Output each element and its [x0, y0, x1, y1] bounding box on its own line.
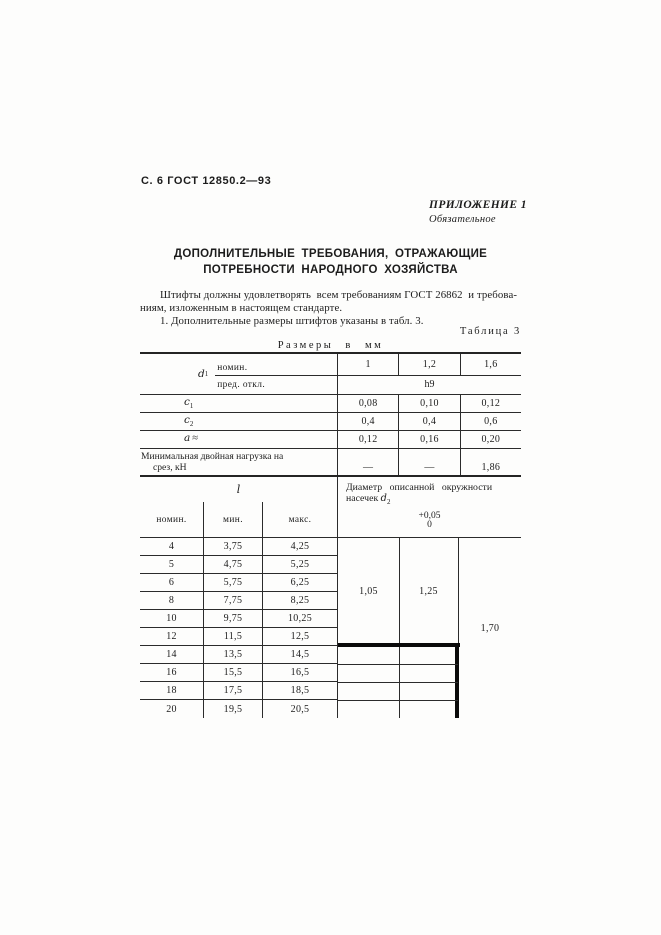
table-row: [140, 682, 337, 700]
table-row: [140, 628, 337, 646]
d2-tolerance: [338, 512, 521, 531]
table-row: [140, 664, 337, 682]
d2-value-cell: 1,70: [480, 622, 500, 634]
shear-label-line-2: срез, кН: [153, 462, 187, 473]
table-cell: 18,5: [262, 682, 337, 699]
table-cell: 0,6: [460, 413, 521, 430]
d1-nominal-values: [338, 354, 521, 376]
table-cell: 0,08: [358, 398, 378, 409]
table-row-c2: [140, 413, 521, 431]
shear-label-cell: [140, 449, 337, 475]
d1-label-cell: [140, 354, 337, 394]
table-cell: 4,75: [203, 556, 262, 573]
row-divider: [338, 700, 458, 701]
table-cell: 4,25: [262, 538, 337, 555]
d1-sublabels: [215, 354, 337, 394]
document-title-line-1: ДОПОЛНИТЕЛЬНЫЕ ТРЕБОВАНИЯ, ОТРАЖАЮЩИЕ: [173, 248, 488, 260]
table-cell: 20: [166, 703, 177, 715]
d2-value-cell: 1,05: [359, 586, 378, 597]
row-values: [337, 413, 521, 430]
a-symbol: a ≈: [184, 432, 199, 445]
row-values: [337, 431, 521, 448]
column-header-min: мин.: [203, 502, 262, 537]
table-row: [140, 700, 337, 718]
table-3: [140, 352, 521, 718]
l-symbol: l: [236, 483, 241, 496]
d2-header-line-2: насечек $d_2$: [346, 493, 391, 506]
table-row-a: [140, 431, 521, 449]
table-cell: 19,5: [203, 700, 262, 718]
table-cell: 6: [168, 577, 175, 588]
table-cell: 15,5: [203, 664, 262, 681]
table-cell: 5,75: [203, 574, 262, 591]
d2-header-cell: [337, 477, 521, 537]
paragraph-line: Штифты должны удовлетворять всем требованиям ГОСТ 26862 и требова-: [160, 289, 518, 301]
table-cell: 10: [166, 613, 177, 624]
table-caption: Таблица 3: [459, 326, 521, 337]
table-cell: 0,4: [398, 413, 459, 430]
table-3-data-area: [140, 538, 521, 718]
d2-value-cell: 1,25: [419, 586, 438, 597]
table-cell: 20,5: [262, 700, 337, 718]
table-3-lower-header: [140, 477, 521, 538]
table-cell: 1,2: [398, 354, 459, 375]
l-header-cell: [140, 477, 337, 537]
table-cell: 7,75: [203, 592, 262, 609]
appendix-title: ПРИЛОЖЕНИЕ 1: [429, 199, 527, 211]
table-cell: 8,25: [262, 592, 337, 609]
table-cell: 1,6: [460, 354, 521, 375]
d2-header-text: [338, 477, 521, 508]
table-cell: 5: [168, 559, 175, 570]
table-cell: —: [363, 462, 374, 473]
table-cell: 16,5: [262, 664, 337, 681]
row-divider: [338, 682, 458, 683]
table-cell: 17,5: [203, 682, 262, 699]
d2-header-line-1: Диаметр описанной окружности: [346, 482, 493, 493]
table-row: [140, 574, 337, 592]
table-3-upper-section: [140, 354, 521, 477]
c2-symbol: $c_2$: [184, 414, 194, 429]
table-cell: 1,86: [460, 449, 521, 475]
units-label: Размеры в мм: [277, 340, 384, 351]
table-row: [140, 646, 337, 664]
table-cell: 0,20: [460, 431, 521, 448]
table-cell: 3,75: [203, 538, 262, 555]
table-cell: 0,12: [460, 395, 521, 412]
d1-symbol: d 1: [198, 368, 209, 380]
table-cell: 14,5: [262, 646, 337, 663]
body-paragraphs: [140, 289, 524, 329]
row-divider: [338, 664, 458, 665]
table-cell: 0,12: [358, 434, 378, 445]
table-row-c1: [140, 395, 521, 413]
table-cell: 9,75: [203, 610, 262, 627]
table-cell: 12,5: [262, 628, 337, 645]
row-label-cell: [140, 413, 337, 430]
table-cell: 8: [168, 595, 175, 606]
d1-nominal-label: номин.: [215, 354, 337, 376]
document-title: [140, 247, 521, 278]
table-cell: 14: [166, 649, 177, 660]
table-cell: 4: [168, 541, 175, 552]
thick-horizontal-rule: [338, 643, 460, 647]
row-label-cell: [140, 431, 337, 448]
table-cell: 5,25: [262, 556, 337, 573]
page-header-reference: С. 6 ГОСТ 12850.2—93: [141, 175, 272, 187]
table-row-d1: [140, 354, 521, 395]
table-cell: 0,4: [361, 416, 375, 427]
row-label-cell: [140, 395, 337, 412]
table-cell: 11,5: [203, 628, 262, 645]
document-title-line-2: ПОТРЕБНОСТИ НАРОДНОГО ХОЗЯЙСТВА: [203, 263, 458, 276]
column-header-nominal: номин.: [156, 514, 187, 525]
table-cell: 12: [166, 631, 177, 642]
table-row: [140, 556, 337, 574]
d2-tolerance-lower: 0: [427, 520, 432, 531]
column-header-max: макс.: [262, 502, 337, 537]
appendix-note: Обязательное: [429, 214, 496, 225]
table-cell: 16: [166, 667, 177, 678]
paragraph-line: 1. Дополнительные размеры штифтов указаны в табл. 3.: [160, 315, 424, 328]
d1-deviation-value: h9: [424, 379, 435, 390]
table-cell: 0,16: [398, 431, 459, 448]
row-values: [337, 395, 521, 412]
d2-tolerance-upper: +0,05: [418, 510, 441, 521]
table-cell: —: [398, 449, 459, 475]
appendix-block: [429, 199, 527, 225]
table-cell: 1: [365, 359, 371, 370]
table-row: [140, 538, 337, 556]
d1-values-cell: [337, 354, 521, 394]
table-cell: 18: [166, 685, 177, 696]
row-values: [337, 449, 521, 475]
c1-symbol: $c_1$: [184, 396, 194, 411]
table-cell: 0,10: [398, 395, 459, 412]
l-values-columns: [140, 538, 337, 718]
table-cell: 10,25: [262, 610, 337, 627]
d2-values-area: [337, 538, 521, 718]
table-cell: 13,5: [203, 646, 262, 663]
d1-deviation-label: пред. откл.: [217, 380, 266, 390]
table-row: [140, 610, 337, 628]
table-row: [140, 592, 337, 610]
paragraph-line: ниям, изложенным в настоящем стандарте.: [140, 302, 343, 315]
l-subheaders: [140, 502, 337, 537]
table-cell: 6,25: [262, 574, 337, 591]
table-row-shear-load: [140, 449, 521, 475]
shear-label-line-1: Минимальная двойная нагрузка на: [141, 451, 284, 462]
